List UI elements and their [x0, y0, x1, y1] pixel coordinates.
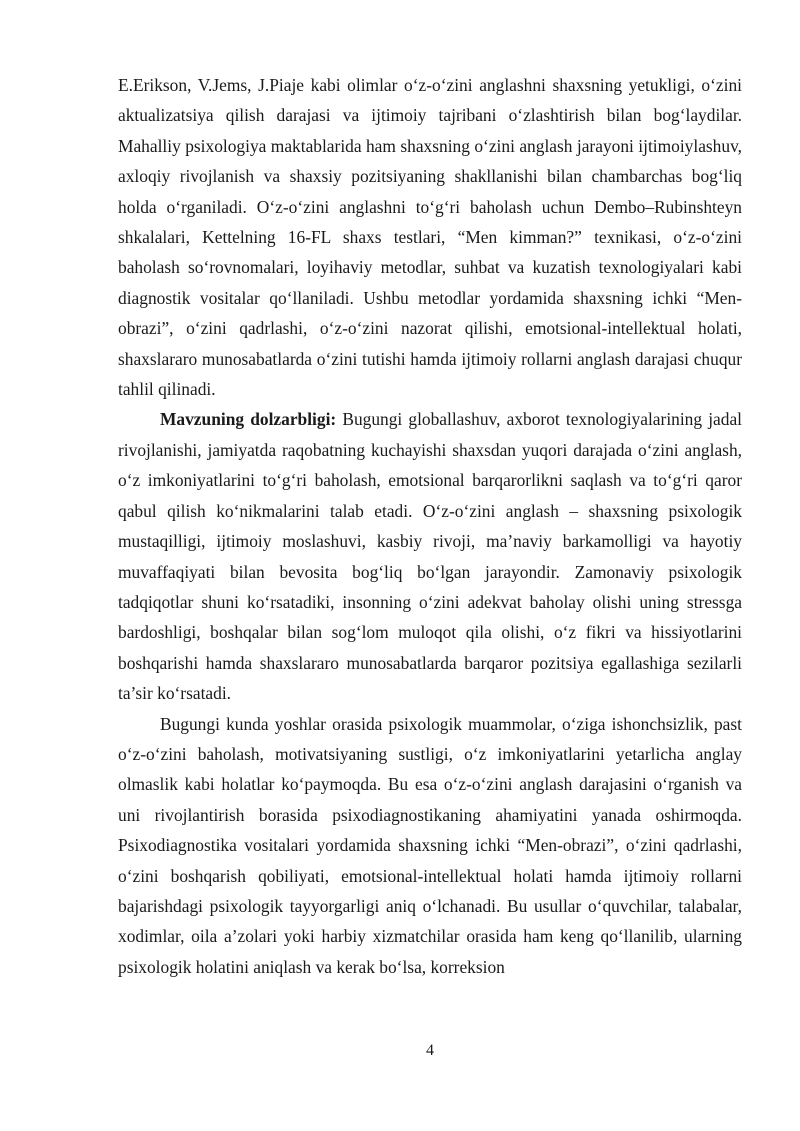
- relevance-heading: Mavzuning dolzarbligi:: [160, 409, 337, 430]
- paragraph-topic-relevance: [118, 404, 742, 708]
- relevance-body: Bugungi globallashuv, axborot texnologiyalarining jadal rivojlanishi, jamiyatda raqobatning kuchayishi shaxsdan yuqori darajada o‘zini anglash, o‘z imkoniyatlarini to‘g‘ri baholash, emotsional barqarorlikni saqlash va to‘g‘ri qaror qabul qilish ko‘nikmalarini talab etadi. O‘z-o‘zini anglash – shaxsning psixologik mustaqilligi, ijtimoiy moslashuvi, kasbiy rivoji, ma’naviy barkamolligi va hayotiy muvaffaqiyati bilan bevosita bog‘liq bo‘lgan jarayondir. Zamonaviy psixologik tadqiqotlar shuni ko‘rsatadiki, insonning o‘zini adekvat baholay olishi uning stressga bardoshligi, boshqalar bilan sog‘lom muloqot qila olishi, o‘z fikri va hissiyotlarini boshqarishi hamda shaxslararo munosabatlarda barqaror pozitsiya egallashiga sezilarli ta’sir ko‘rsatadi.: [118, 409, 742, 704]
- page-number: 4: [426, 1042, 434, 1059]
- paragraph-erikson-theory: E.Erikson, V.Jems, J.Piaje kabi olimlar o‘z-o‘zini anglashni shaxsning yetukligi, o‘zini aktualizatsiya qilish darajasi va ijtimoiy tajribani o‘zlashtirish bilan bog‘laydilar. Mahalliy psixologiya maktablarida ham shaxsning o‘zini anglash jarayoni ijtimoiylashuv, axloqiy rivojlanish va shaxsiy pozitsiyaning shakllanishi bilan chambarchas bog‘liq holda o‘rganiladi. O‘z-o‘zini anglashni to‘g‘ri baholash uchun Dembo–Rubinshteyn shkalalari, Kettelning 16-FL shaxs testlari, “Men kimman?” texnikasi, o‘z-o‘zini baholash so‘rovnomalari, loyihaviy metodlar, suhbat va kuzatish texnologiyalari kabi diagnostik vositalar qo‘llaniladi. Ushbu metodlar yordamida shaxsning ichki “Men-obrazi”, o‘zini qadrlashi, o‘z-o‘zini nazorat qilishi, emotsional-intellektual holati, shaxslararo munosabatlarda o‘zini tutishi hamda ijtimoiy rollarni anglash darajasi chuqur tahlil qilinadi.: [118, 75, 742, 400]
- document-page: [118, 70, 742, 982]
- paragraph-youth-problems: Bugungi kunda yoshlar orasida psixologik muammolar, o‘ziga ishonchsizlik, past o‘z-o‘zini baholash, motivatsiyaning sustligi, o‘z imkoniyatlarini yetarlicha anglay olmaslik kabi holatlar ko‘paymoqda. Bu esa o‘z-o‘zini anglash darajasini o‘rganish va uni rivojlantirish borasida psixodiagnostikaning ahamiyatini yanada oshirmoqda. Psixodiagnostika vositalari yordamida shaxsning ichki “Men-obrazi”, o‘zini qadrlashi, o‘zini boshqarish qobiliyati, emotsional-intellektual holati hamda ijtimoiy rollarni bajarishdagi psixologik tayyorgarligi aniq o‘lchanadi. Bu usullar o‘quvchilar, talabalar, xodimlar, oila a’zolari yoki harbiy xizmatchilar orasida ham keng qo‘llanilib, ularning psixologik holatini aniqlash va kerak bo‘lsa, korreksion: [118, 713, 742, 977]
